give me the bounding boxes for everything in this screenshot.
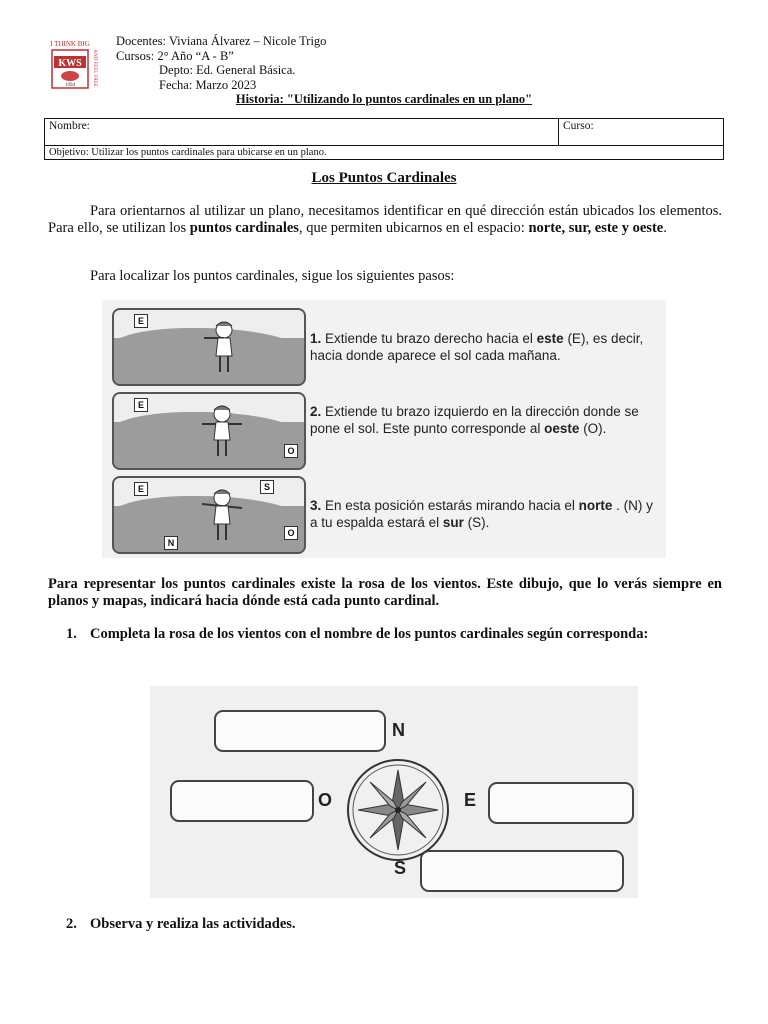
step-text-bold: este bbox=[536, 331, 564, 346]
compass-rose-exercise bbox=[150, 686, 638, 898]
curso-label: Curso: bbox=[563, 120, 594, 132]
logo-motto-side: AND FEEL FREE bbox=[92, 49, 97, 87]
girl-figure bbox=[202, 316, 242, 378]
label-north: N bbox=[392, 720, 405, 740]
marker-o: O bbox=[284, 444, 298, 458]
step-3-text bbox=[310, 497, 660, 531]
logo-year: 1994 bbox=[65, 83, 75, 88]
intro-text-bold: puntos cardinales bbox=[189, 220, 299, 236]
rose-text-a: Para representar los puntos cardinales existe la bbox=[48, 576, 359, 592]
east-answer-box[interactable] bbox=[488, 782, 634, 824]
step-2-text bbox=[310, 403, 660, 437]
depto-line: Depto: Ed. General Básica. bbox=[159, 63, 296, 77]
marker-s: S bbox=[260, 480, 274, 494]
marker-e: E bbox=[134, 314, 148, 328]
activity-text: Completa la rosa de los vientos con el nombre de los puntos cardinales según corresponda: bbox=[90, 626, 649, 642]
label-west: O bbox=[318, 790, 333, 810]
intro-text-a: Para orientarnos al utilizar un plano, necesitamos identificar en qué dirección están ubicados los elementos. Para ello, se utilizan los bbox=[48, 203, 722, 236]
docentes-line: Docentes: Viviana Álvarez – Nicole Trigo bbox=[116, 34, 327, 48]
step-3-scene bbox=[112, 476, 306, 554]
marker-e: E bbox=[134, 398, 148, 412]
objetivo-row: Objetivo: Utilizar los puntos cardinales para ubicarse en un plano. bbox=[49, 147, 327, 158]
rose-text-bold: rosa de los vientos bbox=[358, 576, 478, 592]
cursos-line: Cursos: 2° Año “A - B” bbox=[116, 48, 234, 63]
step-text-part: Extiende tu brazo izquierdo en la dirección donde se pone el sol. Este punto corresponde al bbox=[310, 404, 639, 436]
curso-field[interactable] bbox=[559, 119, 723, 145]
north-answer-box[interactable] bbox=[214, 710, 386, 752]
activity-number: 2. bbox=[66, 916, 77, 932]
school-logo bbox=[44, 38, 98, 92]
fecha-line: Fecha: Marzo 2023 bbox=[159, 77, 257, 92]
step-text-part: (E), es decir, hacia donde aparece el sol cada mañana. bbox=[310, 331, 644, 363]
logo-motto-top: I THINK BIG bbox=[50, 40, 90, 48]
marker-o: O bbox=[284, 526, 298, 540]
activity-number: 1. bbox=[66, 626, 77, 642]
step-number: 1. bbox=[310, 331, 322, 346]
intro-text-directions: norte, sur, este y oeste bbox=[528, 220, 664, 236]
step-text-part: (S). bbox=[463, 515, 490, 530]
nombre-field[interactable] bbox=[45, 119, 559, 145]
step-text-part: . (N) y a tu espalda estará el bbox=[310, 498, 653, 530]
subject-title: Historia: "Utilizando lo puntos cardinales en un plano" bbox=[235, 92, 533, 106]
girl-figure bbox=[202, 400, 242, 462]
nombre-label: Nombre: bbox=[49, 120, 90, 132]
label-south: S bbox=[394, 858, 407, 878]
intro-text-end: . bbox=[663, 220, 667, 236]
step-number: 2. bbox=[310, 404, 322, 419]
step-text-part: (O). bbox=[579, 421, 607, 436]
marker-n: N bbox=[164, 536, 178, 550]
activity-1 bbox=[66, 626, 722, 643]
steps-illustration bbox=[102, 300, 666, 558]
step-1-scene bbox=[112, 308, 306, 386]
step-text-bold: sur bbox=[442, 515, 464, 530]
west-answer-box[interactable] bbox=[170, 780, 314, 822]
rose-paragraph bbox=[48, 576, 722, 610]
intro-paragraph bbox=[48, 203, 722, 237]
activity-text: Observa y realiza las actividades. bbox=[90, 916, 296, 932]
marker-e: E bbox=[134, 482, 148, 496]
header-info bbox=[116, 34, 326, 92]
step-text-part: En esta posición estarás mirando hacia el bbox=[321, 498, 579, 513]
step-2-scene bbox=[112, 392, 306, 470]
activity-2 bbox=[66, 916, 722, 933]
student-info-table bbox=[44, 118, 724, 160]
logo-school-name: KWS bbox=[58, 58, 82, 69]
compass-rose-icon bbox=[344, 756, 452, 864]
label-east: E bbox=[464, 790, 477, 810]
step-text-part: Extiende tu brazo derecho hacia el bbox=[321, 331, 537, 346]
step-number: 3. bbox=[310, 498, 322, 513]
rose-text-c: . Este dibujo, que lo verás siempre en planos y mapas, indicará hacia dónde está cada punto cardinal. bbox=[48, 576, 722, 609]
step-1-text bbox=[310, 330, 660, 364]
intro-text-c: , que permiten ubicarnos en el espacio: bbox=[298, 220, 529, 236]
step-text-bold: oeste bbox=[544, 421, 580, 436]
girl-figure bbox=[202, 484, 242, 546]
steps-intro: Para localizar los puntos cardinales, sigue los siguientes pasos: bbox=[90, 268, 455, 284]
page-title: Los Puntos Cardinales bbox=[311, 170, 457, 186]
step-text-bold: norte bbox=[578, 498, 613, 513]
